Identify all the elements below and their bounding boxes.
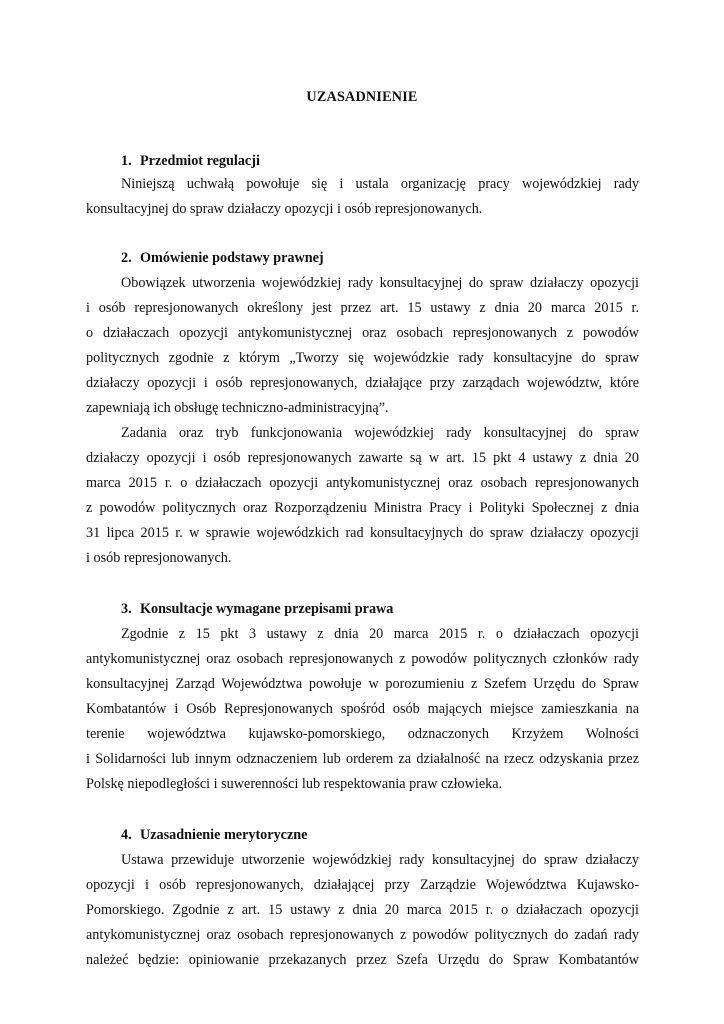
paragraph-line: należeć będzie: opiniowanie przekazanych przez Szefa Urzędu do Spraw Kombatantów <box>86 952 639 968</box>
section-number: 2. <box>121 250 132 266</box>
paragraph-line: antykomunistycznej oraz osobach represjonowanych z powodów politycznych do zadań rady <box>86 927 639 943</box>
section-number: 4. <box>121 827 132 843</box>
paragraph-line: i osób represjonowanych. <box>86 550 232 566</box>
paragraph-line: i osób represjonowanych określony jest przez art. 15 ustawy z dnia 20 marca 2015 r. <box>86 300 639 316</box>
paragraph-line: działaczy opozycji i osób represjonowanych, działające przy zarządach województw, które <box>86 375 639 391</box>
paragraph-line: opozycji i osób represjonowanych, działającej przy Zarządzie Województwa Kujawsko- <box>86 877 639 893</box>
paragraph-line: zapewniają ich obsługę techniczno-administracyjną”. <box>86 400 389 416</box>
section-title: Konsultacje wymagane przepisami prawa <box>140 601 394 617</box>
section-number: 1. <box>121 153 132 169</box>
paragraph-line: Pomorskiego. Zgodnie z art. 15 ustawy z dnia 20 marca 2015 r. o działaczach opozycji <box>86 902 639 918</box>
paragraph-line: i Solidarności lub innym odznaczeniem lub orderem za działalność na rzecz odzyskania przez <box>86 751 639 767</box>
section-1-heading <box>121 151 260 171</box>
section-title: Przedmiot regulacji <box>140 153 260 169</box>
section-3-heading <box>121 599 393 619</box>
paragraph-line: Zgodnie z 15 pkt 3 ustawy z dnia 20 marca 2015 r. o działaczach opozycji <box>121 626 639 642</box>
paragraph-line: konsultacyjnej Zarząd Województwa powołuje w porozumieniu z Szefem Urzędu do Spraw <box>86 676 639 692</box>
paragraph-line: Polskę niepodległości i suwerenności lub respektowania praw człowieka. <box>86 776 503 792</box>
paragraph-line: Obowiązek utworzenia wojewódzkiej rady konsultacyjnej do spraw działaczy opozycji <box>121 275 639 291</box>
paragraph-line: o działaczach opozycji antykomunistycznej oraz osobach represjonowanych z powodów <box>86 325 639 341</box>
paragraph-line: Niniejszą uchwałą powołuje się i ustala organizację pracy wojewódzkiej rady <box>121 176 639 192</box>
paragraph-line: marca 2015 r. o działaczach opozycji antykomunistycznej oraz osobach represjonowanych <box>86 475 639 491</box>
section-title: Uzasadnienie merytoryczne <box>140 827 308 843</box>
paragraph-line: Kombatantów i Osób Represjonowanych spośród osób mających miejsce zamieszkania na <box>86 701 639 717</box>
paragraph-line: konsultacyjnej do spraw działaczy opozycji i osób represjonowanych. <box>86 201 483 217</box>
section-title: Omówienie podstawy prawnej <box>140 250 324 266</box>
paragraph-line: politycznych zgodnie z którym „Tworzy się wojewódzkie rady konsultacyjne do spraw <box>86 350 639 366</box>
paragraph-line: działaczy opozycji i osób represjonowanych zawarte są w art. 15 pkt 4 ustawy z dnia 20 <box>86 450 639 466</box>
paragraph-line: 31 lipca 2015 r. w sprawie wojewódzkich rad konsultacyjnych do spraw działaczy opozycji <box>86 525 639 541</box>
paragraph-line: antykomunistycznej oraz osobach represjonowanych z powodów politycznych członków rady <box>86 651 639 667</box>
section-4-heading <box>121 825 307 845</box>
section-number: 3. <box>121 601 132 617</box>
paragraph-line: Ustawa przewiduje utworzenie wojewódzkiej rady konsultacyjnej do spraw działaczy <box>121 852 639 868</box>
paragraph-line: Zadania oraz tryb funkcjonowania wojewódzkiej rady konsultacyjnej do spraw <box>121 425 639 441</box>
document-title: UZASADNIENIE <box>306 89 418 105</box>
section-2-heading <box>121 248 324 268</box>
paragraph-line: terenie województwa kujawsko-pomorskiego, odznaczonych Krzyżem Wolności <box>86 726 639 742</box>
paragraph-line: z powodów politycznych oraz Rozporządzeniu Ministra Pracy i Polityki Społecznej z dnia <box>86 500 639 516</box>
